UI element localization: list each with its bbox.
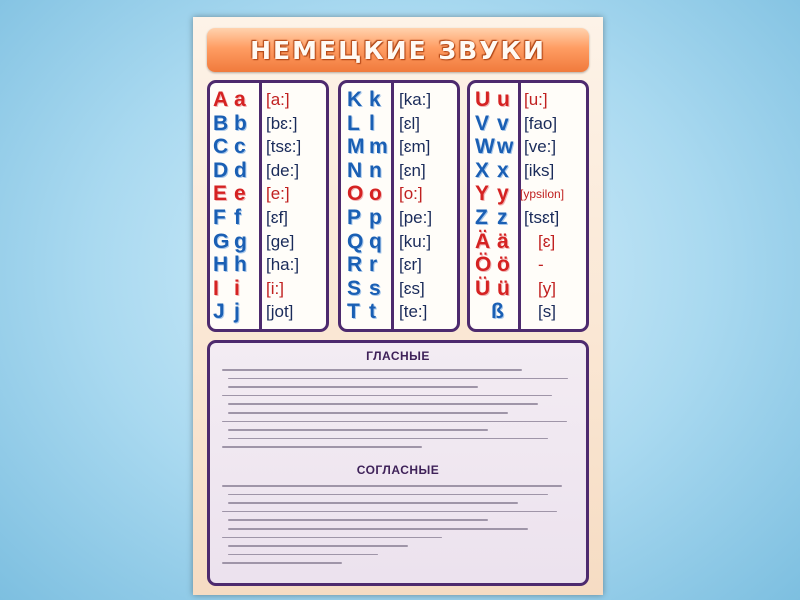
fine-print-line <box>222 395 552 397</box>
letter-row <box>210 300 326 324</box>
poster-title: НЕМЕЦКИЕ ЗВУКИ <box>250 35 546 65</box>
lowercase-letter: g <box>234 229 247 253</box>
transcription: [o:] <box>399 184 423 204</box>
letter-row <box>470 277 586 301</box>
letter-row <box>470 182 586 206</box>
transcription: [ɛr] <box>399 255 422 275</box>
lowercase-letter: k <box>369 88 381 111</box>
letter-row <box>341 206 457 230</box>
lowercase-letter: n <box>369 158 382 182</box>
fine-print-line <box>228 502 518 504</box>
transcription: [ɛl] <box>399 113 421 133</box>
lowercase-letter: h <box>234 253 247 277</box>
transcription: [u:] <box>524 90 548 109</box>
letter-row <box>470 88 586 112</box>
transcription: [de:] <box>266 160 300 180</box>
transcription: [jot] <box>266 302 294 322</box>
letter-row <box>470 206 586 230</box>
fine-print-line <box>228 494 548 496</box>
letter-row <box>470 159 586 183</box>
transcription: [bɛ:] <box>266 113 298 133</box>
lowercase-letter: j <box>234 300 240 324</box>
uppercase-letter: A <box>213 88 229 111</box>
transcription: [iks] <box>524 160 555 180</box>
transcription: [ka:] <box>399 90 432 109</box>
transcription: [i:] <box>266 278 284 298</box>
letter-row <box>470 135 586 159</box>
uppercase-letter: O <box>347 182 364 206</box>
lowercase-letter: i <box>234 276 240 300</box>
letter-row <box>341 112 457 136</box>
letter-row <box>210 88 326 112</box>
uppercase-letter: Ä <box>475 229 491 253</box>
lowercase-letter: c <box>234 135 246 159</box>
lowercase-letter: u <box>497 88 510 111</box>
fine-print-line <box>228 519 488 521</box>
transcription: [ɛ] <box>538 231 556 251</box>
transcription: [y] <box>538 278 556 298</box>
consonants-heading: СОГЛАСНЫЕ <box>356 463 440 477</box>
poster <box>193 17 603 595</box>
rules-panel <box>207 340 589 586</box>
fine-print-line <box>228 386 478 388</box>
lowercase-letter: o <box>369 182 382 206</box>
lowercase-letter: a <box>234 88 246 111</box>
uppercase-letter: H <box>213 253 229 277</box>
transcription: [ɛn] <box>399 160 426 180</box>
uppercase-letter: J <box>213 300 225 324</box>
uppercase-letter: Ü <box>475 276 491 300</box>
transcription: [ge] <box>266 231 295 251</box>
lowercase-letter: y <box>497 182 509 206</box>
letter-row <box>470 112 586 136</box>
lowercase-letter: b <box>234 111 247 135</box>
fine-print-line <box>222 446 422 448</box>
alphabet-column-1 <box>207 80 329 332</box>
transcription: [ku:] <box>399 231 432 251</box>
fine-print-line <box>222 485 562 487</box>
letter-row <box>341 159 457 183</box>
uppercase-letter: L <box>347 111 360 135</box>
letter-row <box>341 277 457 301</box>
uppercase-letter: R <box>347 253 363 277</box>
uppercase-letter: P <box>347 206 362 229</box>
uppercase-letter: I <box>213 276 219 300</box>
lowercase-letter: p <box>369 206 382 229</box>
transcription: [ha:] <box>266 255 300 275</box>
transcription: [tsɛt] <box>524 208 560 227</box>
lowercase-letter: x <box>497 158 509 182</box>
letter-row <box>210 230 326 254</box>
transcription: [ypsilon] <box>520 187 565 202</box>
transcription: [e:] <box>266 184 290 204</box>
transcription: - <box>538 255 544 275</box>
lowercase-letter: ä <box>497 229 509 253</box>
uppercase-letter: K <box>347 88 363 111</box>
uppercase-letter: E <box>213 182 228 206</box>
lowercase-letter: z <box>497 206 508 229</box>
uppercase-letter: S <box>347 276 362 300</box>
uppercase-letter: M <box>347 135 365 159</box>
title-banner <box>207 28 589 72</box>
fine-print-line <box>228 412 508 414</box>
letter-row <box>341 182 457 206</box>
fine-print-line <box>222 421 567 423</box>
fine-print-line <box>228 429 488 431</box>
transcription: [a:] <box>266 90 290 109</box>
lowercase-letter: d <box>234 158 247 182</box>
lowercase-letter: ö <box>497 253 510 277</box>
fine-print-line <box>222 537 442 539</box>
fine-print-line <box>228 438 548 440</box>
letter-row <box>341 300 457 324</box>
uppercase-letter: B <box>213 111 229 135</box>
fine-print-line <box>228 528 528 530</box>
transcription: [te:] <box>399 302 428 322</box>
letter-row <box>341 230 457 254</box>
lowercase-letter: f <box>234 206 241 229</box>
alphabet-column-2 <box>338 80 460 332</box>
lowercase-letter: q <box>369 229 382 253</box>
letter-row <box>341 135 457 159</box>
lowercase-letter: e <box>234 182 246 206</box>
uppercase-letter: G <box>213 229 230 253</box>
alphabet-column-3 <box>467 80 589 332</box>
transcription: [ve:] <box>524 137 557 157</box>
transcription: [ɛs] <box>399 278 425 298</box>
uppercase-letter: V <box>475 111 490 135</box>
lowercase-letter: s <box>369 276 381 300</box>
transcription: [fao] <box>524 113 558 133</box>
uppercase-letter: Y <box>475 182 490 206</box>
letter-row <box>210 135 326 159</box>
fine-print-line <box>228 378 568 380</box>
letter-row <box>210 206 326 230</box>
uppercase-letter: T <box>347 300 360 324</box>
uppercase-letter: W <box>475 135 495 159</box>
fine-print-line <box>228 554 378 556</box>
uppercase-letter: X <box>475 158 490 182</box>
letter-row <box>210 277 326 301</box>
fine-print-line <box>228 403 538 405</box>
uppercase-letter: F <box>213 206 226 229</box>
lowercase-letter: v <box>497 111 509 135</box>
lowercase-letter: ß <box>491 300 504 324</box>
letter-row <box>470 253 586 277</box>
transcription: [ɛm] <box>399 137 431 157</box>
uppercase-letter: U <box>475 88 491 111</box>
letter-row <box>470 230 586 254</box>
transcription: [pe:] <box>399 208 433 227</box>
uppercase-letter: D <box>213 158 229 182</box>
vowels-heading: ГЛАСНЫЕ <box>366 349 430 363</box>
fine-print-line <box>222 562 342 564</box>
uppercase-letter: C <box>213 135 229 159</box>
uppercase-letter: Q <box>347 229 364 253</box>
letter-row <box>341 253 457 277</box>
uppercase-letter: N <box>347 158 363 182</box>
transcription: [tsɛ:] <box>266 137 302 157</box>
letter-row <box>210 112 326 136</box>
uppercase-letter: Z <box>475 206 488 229</box>
lowercase-letter: ü <box>497 276 510 300</box>
lowercase-letter: m <box>369 135 388 159</box>
letter-row <box>210 182 326 206</box>
letter-row <box>210 253 326 277</box>
transcription: [ɛf] <box>266 208 288 227</box>
letter-row <box>470 300 586 324</box>
fine-print-line <box>228 545 408 547</box>
lowercase-letter: t <box>369 300 376 324</box>
transcription: [s] <box>538 302 556 322</box>
letter-row <box>210 159 326 183</box>
lowercase-letter: r <box>369 253 378 277</box>
fine-print-line <box>222 511 557 513</box>
lowercase-letter: l <box>369 111 375 135</box>
uppercase-letter: Ö <box>475 253 492 277</box>
lowercase-letter: w <box>497 135 514 159</box>
letter-row <box>341 88 457 112</box>
fine-print-line <box>222 369 522 371</box>
